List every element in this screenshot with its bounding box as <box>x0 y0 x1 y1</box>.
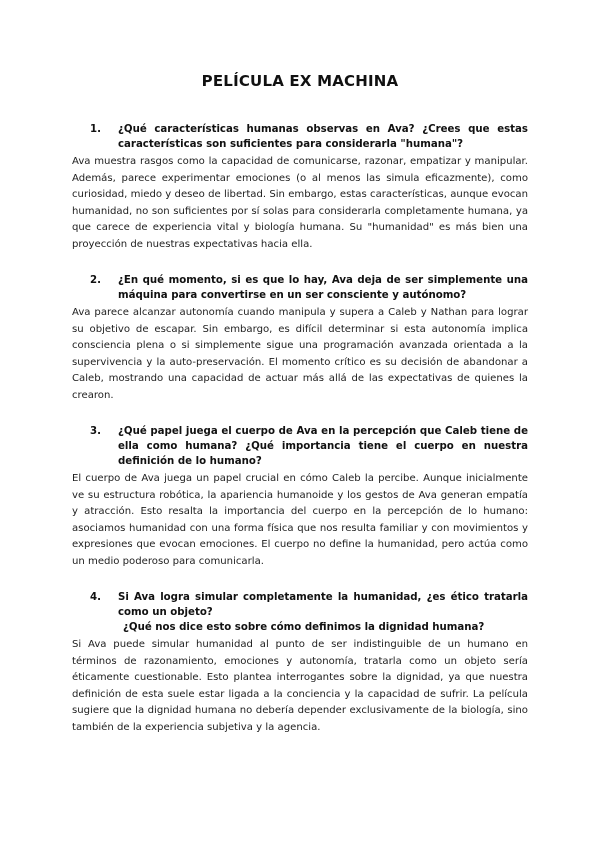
question-number: 3. <box>90 426 101 437</box>
question-section-2 <box>72 273 528 404</box>
question-1 <box>72 122 528 152</box>
question-section-1 <box>72 122 528 253</box>
question-section-4 <box>72 590 528 736</box>
question-4 <box>72 590 528 620</box>
question-subtext: ¿Qué nos dice esto sobre cómo definimos la dignidad humana? <box>123 622 485 633</box>
question-text: ¿En qué momento, si es que lo hay, Ava deja de ser simplemente una máquina para convertirse en un ser consciente y autónomo? <box>118 275 528 301</box>
answer-paragraph: Si Ava puede simular humanidad al punto de ser indistinguible de un humano en términos de razonamiento, emociones y autonomía, tratarla como un objeto sería éticamente cuestionable. Esto plantea interrogantes sobre la dignidad, ya que nuestra definición de esta suele estar ligada a la conciencia y la capacidad de sufrir. La película sugiere que la dignidad humana no debería depender exclusivamente de la biología, sino también de la experiencia subjetiva y la agencia. <box>72 639 528 733</box>
question-text: ¿Qué características humanas observas en Ava? ¿Crees que estas características son suficientes para considerarla "humana"? <box>118 124 528 150</box>
question-text: ¿Qué papel juega el cuerpo de Ava en la percepción que Caleb tiene de ella como humana? ¿Qué importancia tiene el cuerpo en nuestra definición de lo humano? <box>118 426 528 467</box>
answer-paragraph: Ava muestra rasgos como la capacidad de comunicarse, razonar, empatizar y manipular. Además, parece experimentar emociones (o al menos las simula eficazmente), como curiosidad, miedo y deseo de libertad. Sin embargo, estas características, aunque evocan humanidad, no son suficientes por sí solas para considerarla completamente humana, ya que carece de experiencia vital y biología humana. Su "humanidad" es más bien una proyección de nuestras expectativas hacia ella. <box>72 156 528 250</box>
question-number: 4. <box>90 592 101 603</box>
question-text: Si Ava logra simular completamente la humanidad, ¿es ético tratarla como un objeto? <box>118 592 528 618</box>
question-number: 1. <box>90 124 101 135</box>
document-title: PELÍCULA EX MACHINA <box>201 72 399 90</box>
question-3 <box>72 424 528 469</box>
answer-paragraph: El cuerpo de Ava juega un papel crucial en cómo Caleb la percibe. Aunque inicialmente ve su estructura robótica, la apariencia humanoide y los gestos de Ava generan empatía y atracción. Esto resalta la importancia del cuerpo en la percepción de lo humano: asociamos humanidad con una forma física que nos resulta familiar y con movimientos y expresiones que evocan emociones. El cuerpo no define la humanidad, pero actúa como un medio poderoso para comunicarla. <box>72 473 528 567</box>
question-section-3 <box>72 424 528 570</box>
answer-paragraph: Ava parece alcanzar autonomía cuando manipula y supera a Caleb y Nathan para lograr su objetivo de escapar. Sin embargo, es difícil determinar si esta autonomía implica consciencia plena o si simplemente sigue una programación avanzada orientada a la supervivencia y la auto-preservación. El momento crítico es su decisión de abandonar a Caleb, mostrando una capacidad de actuar más allá de las expectativas de quienes la crearon. <box>72 307 528 401</box>
question-number: 2. <box>90 275 101 286</box>
question-2 <box>72 273 528 303</box>
